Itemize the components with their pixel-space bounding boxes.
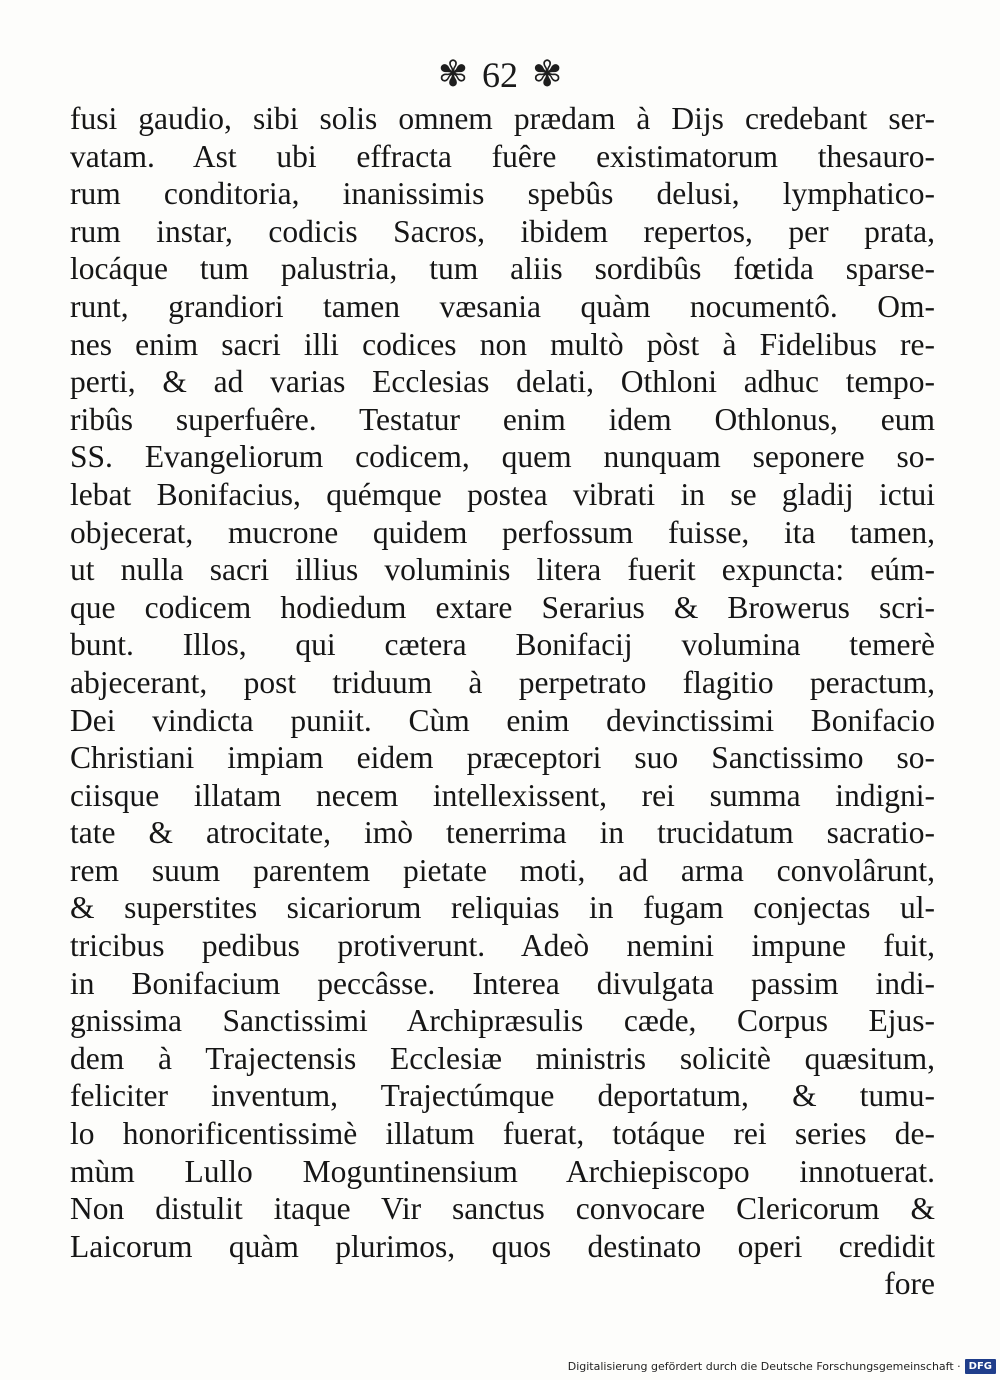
text-line: bunt. Illos, qui cætera Bonifacij volumina temerè: [70, 627, 935, 663]
text-line: tate & atrocitate, imò tenerrima in trucidatum sacratio-: [70, 815, 935, 851]
text-line: perti, & ad varias Ecclesias delati, Othloni adhuc tempo-: [70, 364, 935, 400]
page-header: [0, 50, 1000, 100]
catchword: fore: [884, 1266, 935, 1302]
text-line: abjecerant, post triduum à perpetrato flagitio peractum,: [70, 664, 935, 700]
text-line: Laicorum quàm plurimos, quos destinato operi credidit: [70, 1228, 935, 1264]
text-line: feliciter inventum, Trajectúmque deportatum, & tumu-: [70, 1078, 935, 1114]
text-line: ut nulla sacri illius voluminis litera fuerit expuncta: eúm-: [70, 552, 935, 588]
funding-notice: Digitalisierung gefördert durch die Deutsche Forschungsgemeinschaft ·: [567, 1359, 961, 1373]
text-line: lebat Bonifacius, quémque postea vibrati in se gladij ictui: [70, 476, 935, 512]
text-line: in Bonifacium peccâsse. Interea divulgata passim indi-: [70, 965, 935, 1001]
text-line: tricibus pedibus protiverunt. Adeò nemini impune fuit,: [70, 928, 935, 964]
text-line: locáque tum palustria, tum aliis sordibûs fœtida sparse-: [70, 251, 935, 287]
text-line: ciisque illatam necem intellexissent, rei summa indigni-: [70, 777, 935, 813]
text-line: runt, grandiori tamen væsania quàm nocumentô. Om-: [70, 288, 935, 324]
text-line: fusi gaudio, sibi solis omnem prædam à Dijs credebant ser-: [70, 101, 935, 136]
text-line: objecerat, mucrone quidem perfossum fuisse, ita tamen,: [70, 514, 935, 550]
text-line: Dei vindicta puniit. Cùm enim devinctissimi Bonifacio: [70, 702, 935, 738]
text-line: gnissima Sanctissimi Archipræsulis cæde, Corpus Ejus-: [70, 1003, 935, 1039]
text-line: rum instar, codicis Sacros, ibidem repertos, per prata,: [70, 213, 935, 249]
text-line: mùm Lullo Moguntinensium Archiepiscopo innotuerat.: [70, 1153, 935, 1189]
text-line: vatam. Ast ubi effracta fuêre existimatorum thesauro-: [70, 138, 935, 174]
flower-ornament-left-icon: ✾: [437, 54, 468, 95]
text-line: Christiani impiam eidem præceptori suo Sanctissimo so-: [70, 740, 935, 776]
dfg-logo: DFG: [965, 1359, 996, 1374]
text-line: dem à Trajectensis Ecclesiæ ministris solicitè quæsitum,: [70, 1040, 935, 1076]
digitization-footer: [0, 1354, 996, 1378]
text-line: Non distulit itaque Vir sanctus convocare Clericorum &: [70, 1191, 935, 1227]
flower-ornament-right-icon: ✾: [532, 54, 563, 95]
text-line: nes enim sacri illi codices non multò pòst à Fidelibus re-: [70, 326, 935, 362]
text-line: rum conditoria, inanissimis spebûs delusi, lymphatico-: [70, 176, 935, 212]
text-line: & superstites sicariorum reliquias in fugam conjectas ul-: [70, 890, 935, 926]
text-line: ribûs superfuêre. Testatur enim idem Othlonus, eum: [70, 401, 935, 437]
text-line: lo honorificentissimè illatum fuerat, totáque rei series de-: [70, 1116, 935, 1152]
body-text: [70, 100, 935, 1303]
text-line: que codicem hodiedum extare Serarius & Browerus scri-: [70, 589, 935, 625]
page-number: 62: [482, 55, 518, 95]
text-line: SS. Evangeliorum codicem, quem nunquam seponere so-: [70, 439, 935, 475]
text-line: rem suum parentem pietate moti, ad arma convolârunt,: [70, 852, 935, 888]
